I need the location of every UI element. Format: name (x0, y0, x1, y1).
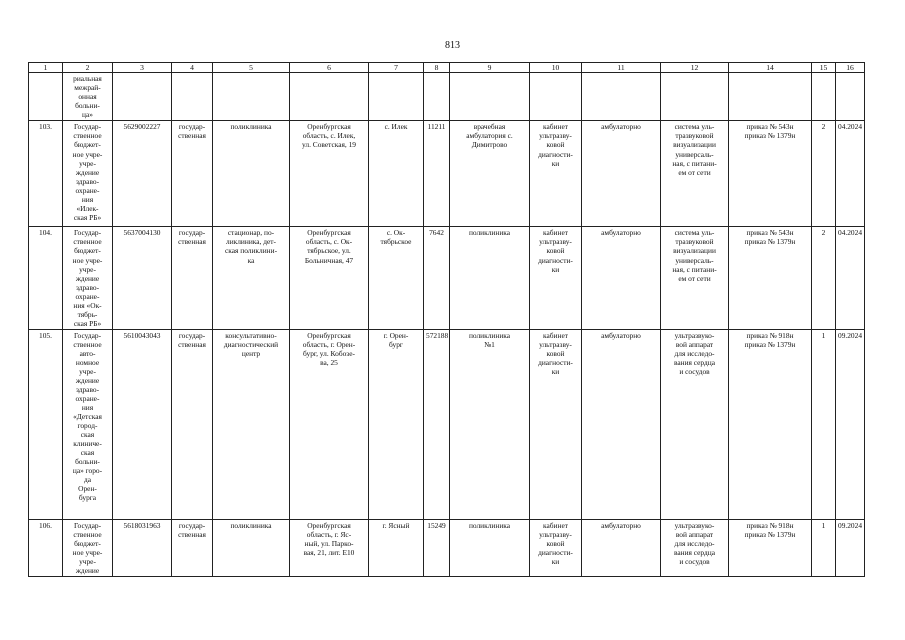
cell-row-number: 105. (29, 329, 63, 519)
cell-orders: приказ № 543н приказ № 1379н (729, 121, 812, 227)
cell-organization: Государ- ственное бюджет- ное учре- учре- ждение здраво- охране- ния «Илек- ская РБ» (63, 121, 113, 227)
cell-population: 15249 (424, 519, 450, 576)
table-row (29, 519, 865, 576)
cell-organization: Государ- ственное авто- номное учре- ждение здраво- охране- ния «Детская город- ская клиниче- ская больни- ца» горо- да Орен- бурга (63, 329, 113, 519)
register-table (28, 62, 865, 577)
cell-unit-type: поликлиника (213, 121, 290, 227)
cell-address: Оренбургская область, с. Илек, ул. Советская, 19 (290, 121, 369, 227)
col-number-header: 9 (450, 63, 530, 73)
cell-subdivision: поликлиника (450, 227, 530, 329)
cell-subdivision: поликлиника (450, 519, 530, 576)
cell-organization: Государ- ственное бюджет- ное учре- учре- ждение (63, 519, 113, 576)
cell-population: 572188 (424, 329, 450, 519)
cell-ownership: государ- ственная (172, 121, 213, 227)
table-row (29, 329, 865, 519)
cell-care-form: амбулаторно (582, 121, 661, 227)
col-number-header: 6 (290, 63, 369, 73)
cell-care-form: амбулаторно (582, 519, 661, 576)
cell-orders: приказ № 543н приказ № 1379н (729, 227, 812, 329)
cell-locality: г. Ясный (369, 519, 424, 576)
cell-organization: Государ- ственное бюджет- ное учре- учре- ждение здраво- охране- ния «Ок- тябрь- ская РБ» (63, 227, 113, 329)
cell-subdivision: врачебная амбулатория с. Димитрово (450, 121, 530, 227)
cell-inn: 5629002227 (113, 121, 172, 227)
col-number-header: 10 (530, 63, 582, 73)
cell-cabinet: кабинет ультразву- ковой диагности- ки (530, 121, 582, 227)
cell-row-number: 104. (29, 227, 63, 329)
cell-population: 7642 (424, 227, 450, 329)
cell-quantity: 2 (812, 227, 836, 329)
cell-empty (113, 73, 172, 121)
col-number-header: 4 (172, 63, 213, 73)
cell-date: 04.2024 (836, 121, 865, 227)
cell-row-number: 103. (29, 121, 63, 227)
cell-unit-type: поликлиника (213, 519, 290, 576)
table-row (29, 121, 865, 227)
col-number-header: 7 (369, 63, 424, 73)
cell-locality: с. Ок- тябрьское (369, 227, 424, 329)
cell-empty (213, 73, 290, 121)
cell-unit-type: консультативно- диагностический центр (213, 329, 290, 519)
cell-address: Оренбургская область, г. Яс- ный, ул. Парко- вая, 21, лит. Е10 (290, 519, 369, 576)
cell-inn: 5618031963 (113, 519, 172, 576)
cell-empty (530, 73, 582, 121)
continuation-row (29, 73, 865, 121)
cell-organization: риальная межрай- онная больни- ца» (63, 73, 113, 121)
cell-empty (582, 73, 661, 121)
cell-empty (450, 73, 530, 121)
cell-ownership: государ- ственная (172, 227, 213, 329)
cell-date: 09.2024 (836, 329, 865, 519)
cell-unit-type: стационар, по- ликлиника, дет- ская поликлини- ка (213, 227, 290, 329)
col-number-header: 2 (63, 63, 113, 73)
page-number: 813 (445, 40, 460, 51)
col-number-header: 5 (213, 63, 290, 73)
cell-empty (661, 73, 729, 121)
cell-empty (29, 73, 63, 121)
col-number-header: 11 (582, 63, 661, 73)
col-number-header: 3 (113, 63, 172, 73)
cell-care-form: амбулаторно (582, 329, 661, 519)
cell-empty (172, 73, 213, 121)
cell-locality: г. Орен- бург (369, 329, 424, 519)
cell-address: Оренбургская область, с. Ок- тябрьское, ул. Больничная, 47 (290, 227, 369, 329)
cell-ownership: государ- ственная (172, 519, 213, 576)
cell-row-number: 106. (29, 519, 63, 576)
column-number-row (29, 63, 865, 73)
cell-empty (812, 73, 836, 121)
cell-empty (290, 73, 369, 121)
col-number-header: 15 (812, 63, 836, 73)
cell-empty (424, 73, 450, 121)
cell-address: Оренбургская область, г. Орен- бург, ул. Кобозе- ва, 25 (290, 329, 369, 519)
cell-care-form: амбулаторно (582, 227, 661, 329)
cell-equipment: ультразвуко- вой аппарат для исследо- вания сердца и сосудов (661, 519, 729, 576)
cell-equipment: ультразвуко- вой аппарат для исследо- вания сердца и сосудов (661, 329, 729, 519)
col-number-header: 12 (661, 63, 729, 73)
cell-date: 09.2024 (836, 519, 865, 576)
cell-locality: с. Илек (369, 121, 424, 227)
cell-cabinet: кабинет ультразву- ковой диагности- ки (530, 519, 582, 576)
cell-inn: 5610043043 (113, 329, 172, 519)
cell-empty (836, 73, 865, 121)
cell-cabinet: кабинет ультразву- ковой диагности- ки (530, 329, 582, 519)
cell-cabinet: кабинет ультразву- ковой диагности- ки (530, 227, 582, 329)
cell-empty (729, 73, 812, 121)
table-row (29, 227, 865, 329)
col-number-header: 8 (424, 63, 450, 73)
cell-ownership: государ- ственная (172, 329, 213, 519)
cell-inn: 5637004130 (113, 227, 172, 329)
cell-population: 11211 (424, 121, 450, 227)
col-number-header: 16 (836, 63, 865, 73)
cell-orders: приказ № 918н приказ № 1379н (729, 329, 812, 519)
cell-quantity: 1 (812, 519, 836, 576)
cell-date: 04.2024 (836, 227, 865, 329)
cell-empty (369, 73, 424, 121)
col-number-header: 14 (729, 63, 812, 73)
cell-subdivision: поликлиника №1 (450, 329, 530, 519)
cell-quantity: 1 (812, 329, 836, 519)
cell-quantity: 2 (812, 121, 836, 227)
cell-equipment: система уль- тразвуковой визуализации универсаль- ная, с питани- ем от сети (661, 121, 729, 227)
cell-equipment: система уль- тразвуковой визуализации универсаль- ная, с питани- ем от сети (661, 227, 729, 329)
col-number-header: 1 (29, 63, 63, 73)
cell-orders: приказ № 918н приказ № 1379н (729, 519, 812, 576)
